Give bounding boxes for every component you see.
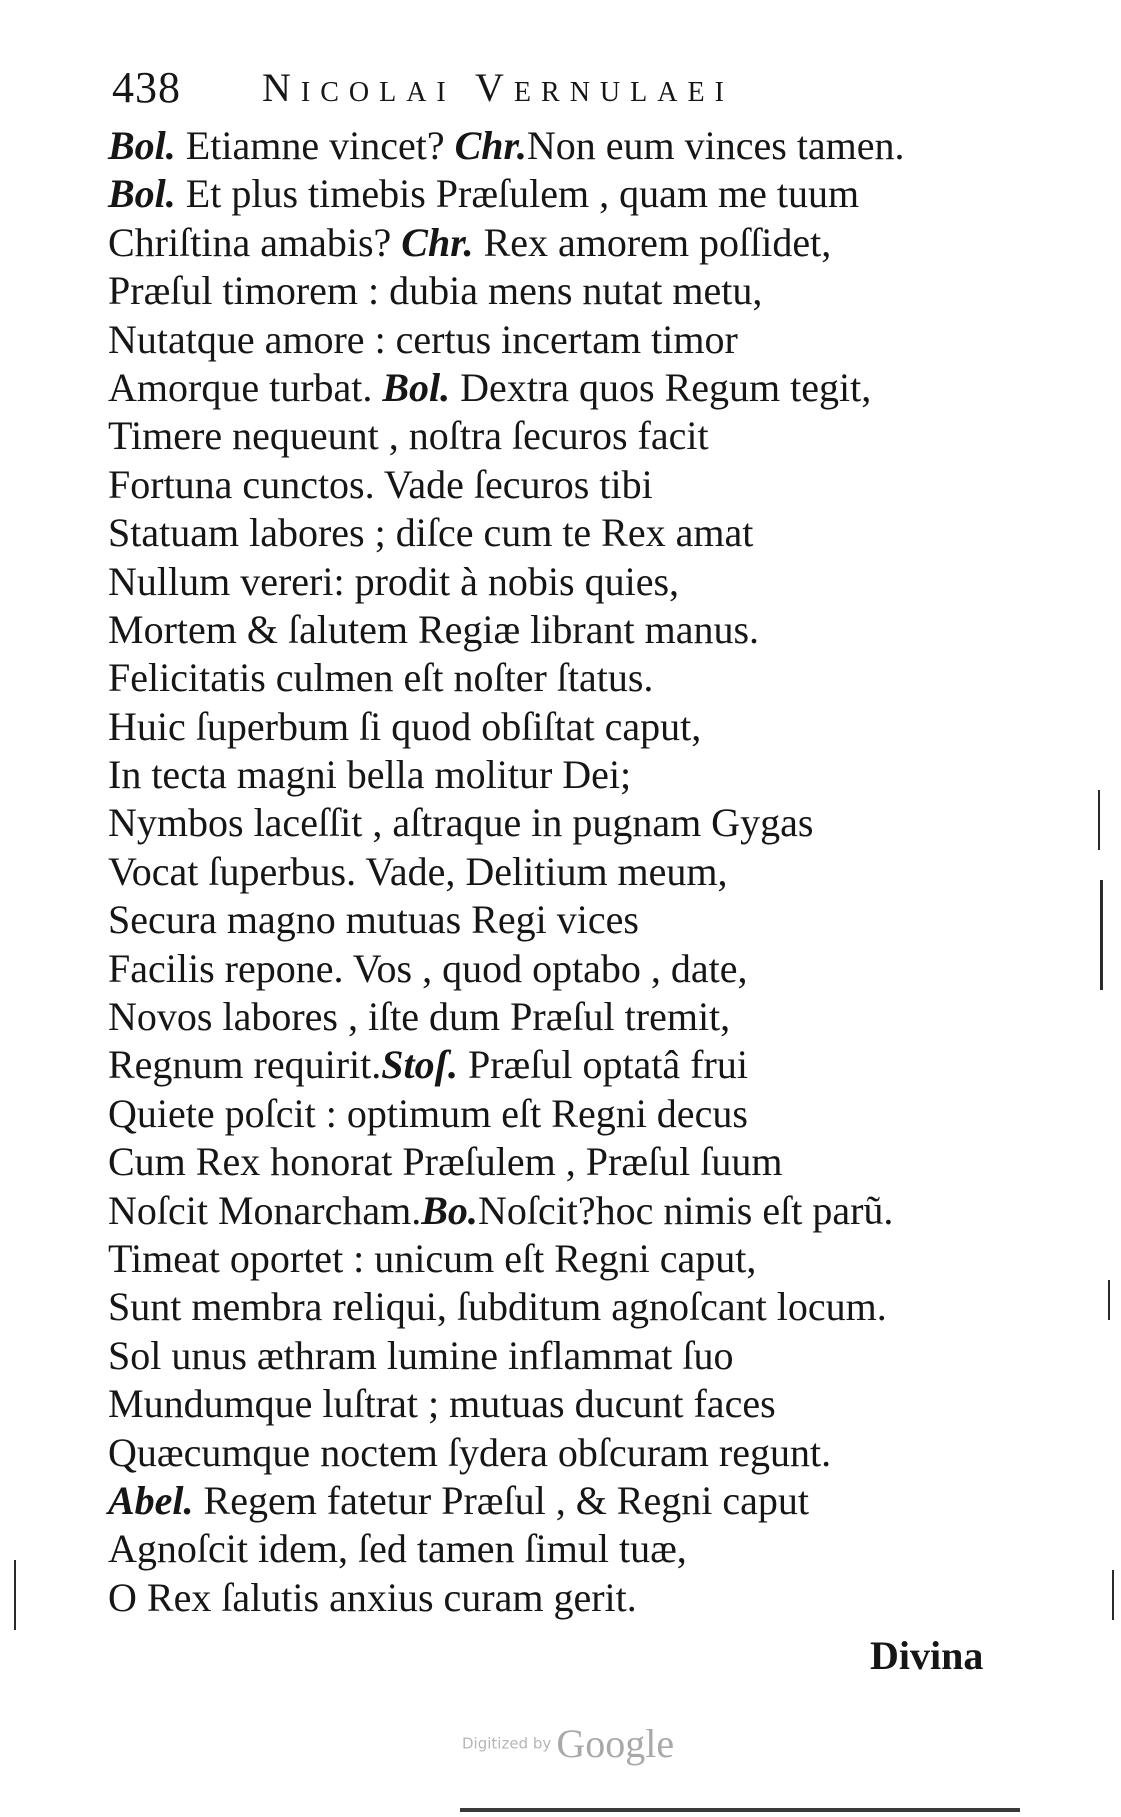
verse-line: [108, 896, 1028, 944]
verse-text-segment: Cum Rex honorat Præſulem , Præſul ſuum: [108, 1139, 783, 1185]
verse-text-segment: Nymbos laceſſit , aſtraque in pugnam Gygas: [108, 800, 814, 846]
speaker-label: Stoſ.: [381, 1042, 458, 1088]
verse-text-segment: Quæcumque noctem ſydera obſcuram regunt.: [108, 1429, 832, 1475]
verse-line: [108, 219, 1028, 267]
verse-line: [108, 1525, 1028, 1573]
verse-line: [108, 122, 1028, 170]
verse-text-segment: Præſul timorem : dubia mens nutat metu,: [108, 268, 763, 314]
verse-text-segment: Noſcit?hoc nimis eſt parũ.: [477, 1187, 894, 1233]
verse-text-segment: Regem fatetur Præſul , & Regni caput: [193, 1477, 809, 1523]
verse-line: [108, 1429, 1028, 1477]
verse-text-segment: Quiete poſcit : optimum eſt Regni decus: [108, 1090, 748, 1136]
verse-line: [108, 606, 1028, 654]
verse-line: [108, 461, 1028, 509]
verse-text-segment: Statuam labores ; diſce cum te Rex amat: [108, 510, 754, 556]
verse-text-segment: Vocat ſuperbus. Vade, Delitium meum,: [108, 848, 728, 894]
verse-line: [108, 412, 1028, 460]
speaker-label: Chr.: [401, 219, 474, 265]
verse-line: [108, 316, 1028, 364]
speaker-label: Chr.: [454, 123, 527, 168]
watermark-prefix: Digitized by: [462, 1734, 552, 1753]
verse-line: [108, 751, 1028, 799]
verse-line: [108, 799, 1028, 847]
verse-text-segment: Mortem & ſalutem Regiæ librant manus.: [108, 606, 760, 652]
verse-text-segment: Præſul optatâ frui: [457, 1042, 748, 1088]
verse-text-segment: Etiamne vincet?: [175, 123, 455, 168]
verse-line: [108, 703, 1028, 751]
verse-text-segment: Et plus timebis Præſulem , quam me tuum: [175, 171, 860, 217]
gutter-mark: [1108, 1280, 1110, 1320]
verse-text-segment: Nutatque amore : certus incertam timor: [108, 316, 738, 362]
verse-line: [108, 654, 1028, 702]
verse-text-segment: Secura magno mutuas Regi vices: [108, 897, 639, 943]
speaker-label: Abel.: [108, 1477, 194, 1523]
verse-text-segment: Sunt membra reliqui, ſubditum agnoſcant locum.: [108, 1284, 887, 1330]
verse-line: [108, 1380, 1028, 1428]
verse-line: [108, 1332, 1028, 1380]
verse-text-segment: Non eum vinces tamen.: [526, 123, 905, 168]
verse-text-segment: Huic ſuperbum ſi quod obſiſtat caput,: [108, 703, 702, 749]
verse-text-segment: Mundumque luſtrat ; mutuas ducunt faces: [108, 1381, 776, 1427]
gutter-mark: [1098, 790, 1100, 850]
verse-line: [108, 558, 1028, 606]
verse-text-segment: Nullum vereri: prodit à nobis quies,: [108, 558, 680, 604]
verse-text: [108, 122, 1028, 1622]
verse-text-segment: Dextra quos Regum tegit,: [450, 364, 872, 410]
verse-line: [108, 945, 1028, 993]
verse-text-segment: Regnum requirit.: [108, 1042, 382, 1088]
verse-line: [108, 1574, 1028, 1622]
verse-text-segment: Rex amorem poſſidet,: [473, 219, 832, 265]
verse-line: [108, 1283, 1028, 1331]
verse-text-segment: In tecta magni bella molitur Dei;: [108, 752, 632, 798]
verse-text-segment: Amorque turbat.: [108, 364, 383, 410]
running-head: [110, 62, 1010, 122]
page-number: 438: [112, 63, 181, 112]
digitization-watermark: [462, 1720, 674, 1767]
speaker-label: Bol.: [108, 171, 176, 217]
verse-line: [108, 1477, 1028, 1525]
gutter-mark: [14, 1560, 16, 1630]
verse-line: [108, 170, 1028, 218]
verse-line: [108, 848, 1028, 896]
verse-line: [108, 1235, 1028, 1283]
verse-text-segment: Noſcit Monarcham.: [108, 1187, 422, 1233]
catchword: Divina: [870, 1633, 984, 1678]
verse-line: [108, 1138, 1028, 1186]
speaker-label: Bo.: [421, 1187, 478, 1233]
verse-text-segment: Agnoſcit idem, ſed tamen ſimul tuæ,: [108, 1526, 687, 1572]
gutter-mark: [1100, 880, 1103, 990]
verse-text-segment: Facilis repone. Vos , quod optabo , date,: [108, 945, 748, 991]
verse-text-segment: Chriſtina amabis?: [108, 219, 402, 265]
verse-text-segment: Fortuna cunctos. Vade ſecuros tibi: [108, 461, 653, 507]
verse-line: [108, 1041, 1028, 1089]
verse-text-segment: Novos labores , iſte dum Præſul tremit,: [108, 994, 731, 1040]
google-logo: Google: [556, 1721, 675, 1766]
verse-text-segment: O Rex ſalutis anxius curam gerit.: [108, 1574, 637, 1620]
verse-text-segment: Timeat oportet : unicum eſt Regni caput,: [108, 1235, 757, 1281]
running-title: Nicolai Vernulaei: [262, 65, 734, 110]
verse-text-segment: Sol unus æthram lumine inflammat ſuo: [108, 1332, 734, 1378]
verse-line: [108, 993, 1028, 1041]
bottom-scan-edge: [460, 1808, 1020, 1812]
verse-line: [108, 267, 1028, 315]
speaker-label: Bol.: [108, 123, 176, 168]
verse-text-segment: Felicitatis culmen eſt noſter ſtatus.: [108, 655, 654, 701]
verse-text-segment: Timere nequeunt , noſtra ſecuros facit: [108, 413, 709, 459]
verse-line: [108, 364, 1028, 412]
verse-line: [108, 1187, 1028, 1235]
verse-line: [108, 509, 1028, 557]
gutter-mark: [1112, 1570, 1114, 1620]
verse-line: [108, 1090, 1028, 1138]
speaker-label: Bol.: [382, 364, 451, 410]
